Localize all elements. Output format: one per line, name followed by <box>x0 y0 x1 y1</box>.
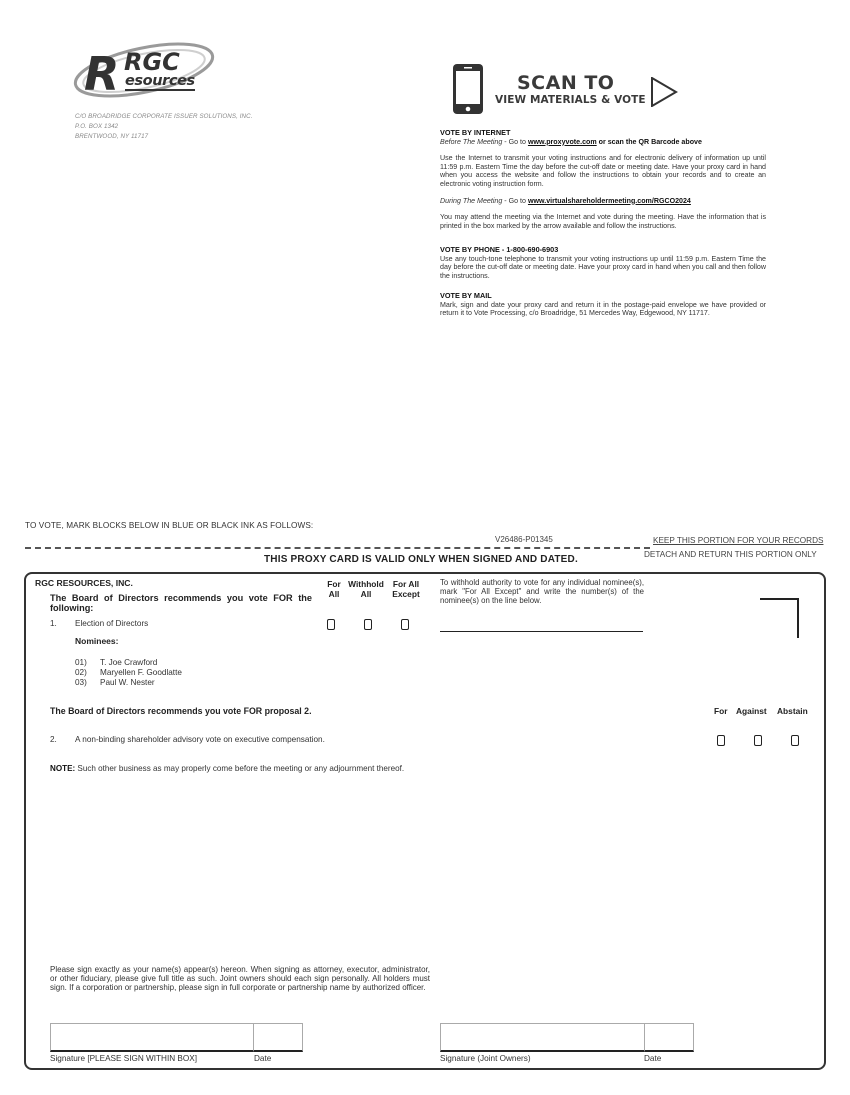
recommendation-proposal-1: The Board of Directors recommends you vote FOR the following: <box>50 593 312 613</box>
address-window-corner-mark <box>760 598 799 638</box>
date-box[interactable] <box>254 1023 303 1052</box>
detach-portion-label: DETACH AND RETURN THIS PORTION ONLY <box>644 550 817 559</box>
signature-label: Signature [PLEASE SIGN WITHIN BOX] <box>50 1054 197 1063</box>
checkbox-for-all-except[interactable] <box>401 619 409 630</box>
scan-title: SCAN TO <box>517 72 615 94</box>
column-for-all-line1: For <box>327 579 341 589</box>
item-2-number: 2. <box>50 735 57 744</box>
play-triangle-icon <box>650 77 678 107</box>
checkbox-for-all[interactable] <box>327 619 335 630</box>
svg-text:RGC: RGC <box>124 48 180 76</box>
vote-phone-body: Use any touch-tone telephone to transmit your voting instructions up until 11:59 p.m. Eastern Time the day before the cut-off date or meeting date. Have your proxy card in hand when you call and then follow the instructions. <box>440 254 766 280</box>
joint-signature-label: Signature (Joint Owners) <box>440 1054 531 1063</box>
joint-signature-box[interactable] <box>440 1023 645 1052</box>
joint-date-label: Date <box>644 1054 662 1063</box>
column-for-all <box>323 580 345 599</box>
date-label: Date <box>254 1054 272 1063</box>
nominee-number: 01) <box>75 658 87 667</box>
note-body: Such other business as may properly come before the meeting or any adjournment thereof. <box>75 764 405 773</box>
before-meeting-line <box>440 138 766 147</box>
vote-by-phone-section <box>440 246 766 280</box>
column-for-all-except <box>388 580 424 599</box>
during-go-text: - Go to <box>502 196 528 205</box>
item-1-text: Election of Directors <box>75 619 149 628</box>
column-for: For <box>714 706 728 716</box>
scan-qr-text: or scan the QR Barcode above <box>596 137 702 146</box>
note-label: NOTE: <box>50 764 76 773</box>
during-meeting-body: You may attend the meeting via the Internet and vote during the meeting. Have the information that is printed in the box marked by the arrow available and follow the instructions. <box>440 213 766 230</box>
internet-body: Use the Internet to transmit your voting instructions and for electronic delivery of information up until 11:59 p.m. Eastern Time the day before the cut-off date or meeting date. Have your proxy card in hand when you access the website and follow the instructions to obtain your records and to create an electronic voting instruction form. <box>440 154 766 188</box>
note-text <box>50 764 404 773</box>
nominee-row <box>75 678 155 688</box>
valid-notice: THIS PROXY CARD IS VALID ONLY WHEN SIGNED AND DATED. <box>264 554 578 565</box>
checkbox-abstain[interactable] <box>791 735 799 746</box>
nominee-number: 03) <box>75 678 87 687</box>
item-2-text: A non-binding shareholder advisory vote on executive compensation. <box>75 735 325 744</box>
checkbox-for[interactable] <box>717 735 725 746</box>
company-name: RGC RESOURCES, INC. <box>35 578 133 588</box>
joint-date-box[interactable] <box>645 1023 694 1052</box>
column-for-all-except-line2: Except <box>392 588 420 599</box>
return-address-line-1: C/O BROADRIDGE CORPORATE ISSUER SOLUTIONS, INC. <box>75 113 253 120</box>
during-meeting-line <box>440 197 766 206</box>
nominee-name: Paul W. Nester <box>100 678 155 687</box>
nominee-number: 02) <box>75 668 87 677</box>
recommendation-proposal-2: The Board of Directors recommends you vote FOR proposal 2. <box>50 706 312 716</box>
vote-mail-body: Mark, sign and date your proxy card and return it in the postage-paid envelope we have provided or return it to Vote Processing, c/o Broadridge, 51 Mercedes Way, Edgewood, NY 11717. <box>440 300 766 318</box>
nominee-name: Maryellen F. Goodlatte <box>100 668 182 677</box>
column-withhold-all-line1: Withhold <box>348 579 384 589</box>
vote-by-internet-section <box>440 129 766 230</box>
to-vote-instruction: TO VOTE, MARK BLOCKS BELOW IN BLUE OR BLACK INK AS FOLLOWS: <box>25 521 314 530</box>
detach-dashed-line <box>25 547 650 549</box>
svg-text:R: R <box>84 47 120 101</box>
during-meeting-label: During The Meeting <box>440 196 503 205</box>
nominee-exception-line[interactable] <box>440 631 643 632</box>
proxyvote-link[interactable]: www.proxyvote.com <box>527 137 597 146</box>
vote-internet-heading: VOTE BY INTERNET <box>440 128 511 137</box>
logo-wordmark: esources <box>125 73 195 89</box>
return-address-line-2: P.O. BOX 1342 <box>75 123 119 130</box>
vote-phone-heading: VOTE BY PHONE - 1-800-690-6903 <box>440 245 559 254</box>
column-withhold-all-line2: All <box>360 588 372 599</box>
control-code: V26486-P01345 <box>495 535 553 544</box>
checkbox-against[interactable] <box>754 735 762 746</box>
before-meeting-label: Before The Meeting <box>440 137 503 146</box>
vote-mail-heading: VOTE BY MAIL <box>440 291 492 300</box>
vote-by-mail-section <box>440 292 766 318</box>
virtual-meeting-link[interactable]: www.virtualshareholdermeeting.com/RGCO2024 <box>527 196 691 205</box>
keep-portion-label: KEEP THIS PORTION FOR YOUR RECORDS <box>653 536 824 545</box>
nominee-row <box>75 668 182 678</box>
column-for-all-except-line1: For All <box>392 579 420 589</box>
scan-subtitle: VIEW MATERIALS & VOTE <box>495 94 646 106</box>
return-address <box>75 112 253 142</box>
nominees-heading: Nominees: <box>75 636 119 646</box>
nominee-row <box>75 658 157 668</box>
before-go-text: - Go to <box>502 137 528 146</box>
signature-box[interactable] <box>50 1023 254 1052</box>
rgc-resources-logo <box>72 40 217 102</box>
withhold-instructions: To withhold authority to vote for any individual nominee(s), mark "For All Except" and write the number(s) of the nominee(s) on the line below. <box>440 578 644 605</box>
proxy-card <box>24 572 826 1070</box>
column-for-all-line2: All <box>328 588 340 599</box>
nominee-name: T. Joe Crawford <box>100 658 158 667</box>
column-abstain: Abstain <box>777 706 808 716</box>
logo-swoosh-icon <box>72 40 217 102</box>
checkbox-withhold-all[interactable] <box>364 619 372 630</box>
smartphone-icon <box>452 63 484 115</box>
return-address-line-3: BRENTWOOD, NY 11717 <box>75 133 149 140</box>
column-withhold-all <box>345 580 387 599</box>
sign-instructions: Please sign exactly as your name(s) appear(s) hereon. When signing as attorney, executor, administrator, or other fiduciary, please give full title as such. Joint owners should each sign personally. All holders must sign. If a corporation or partnership, please sign in full corporate or partnership name by authorized officer. <box>50 965 430 993</box>
column-against: Against <box>736 706 767 716</box>
item-1-number: 1. <box>50 619 57 628</box>
